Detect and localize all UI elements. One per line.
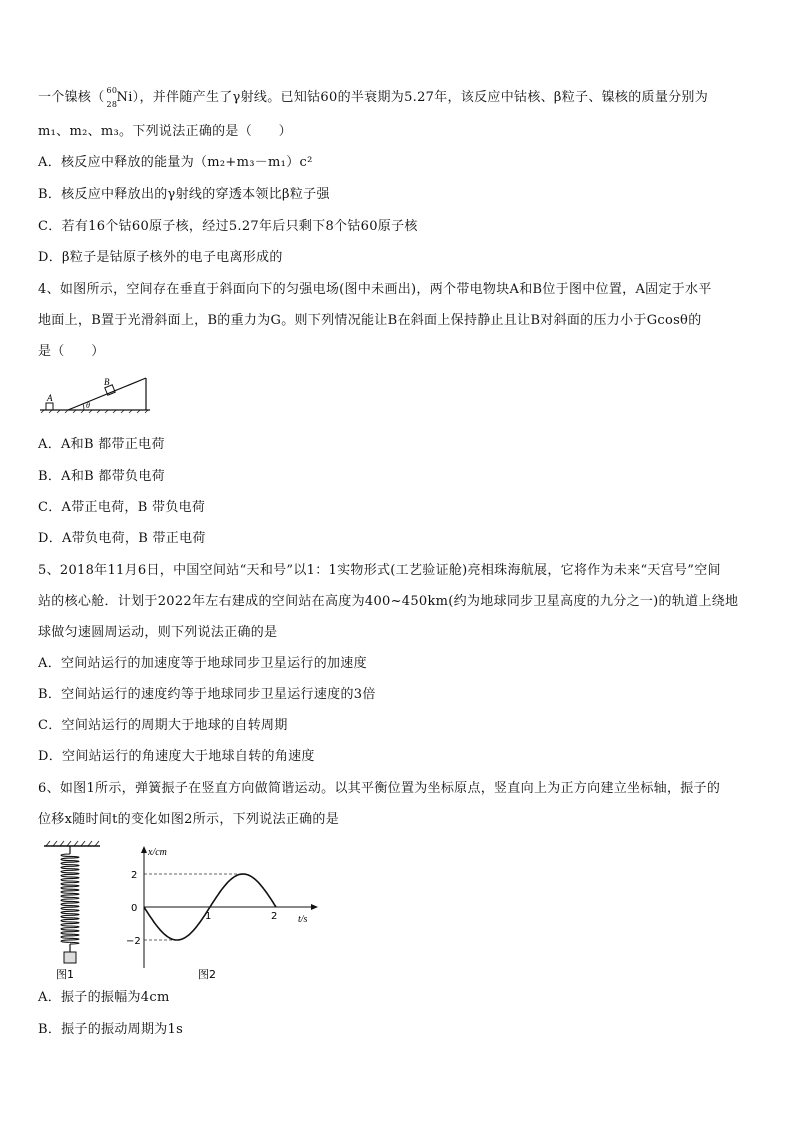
q4-option-c: C．A带正电荷，B 带负电荷: [38, 500, 206, 515]
y-axis-arrow: [141, 846, 147, 853]
angle-arc: [83, 404, 84, 410]
label-a: A: [47, 393, 53, 403]
q5-option-b: B．空间站运行的速度约等于地球同步卫星运行速度的3倍: [38, 687, 376, 702]
x-tick-label-1: 1: [205, 911, 212, 922]
oscillator-mass: [64, 952, 76, 963]
q3-option-c: C．若有16个钴60原子核，经过5.27年后只剩下8个钴60原子核: [38, 219, 418, 234]
q6-option-b: B．振子的振动周期为1s: [38, 1022, 184, 1037]
spring-oscillator-figure: [38, 840, 108, 982]
nuclide-charge-number: 28: [106, 100, 118, 109]
spring-coil: [61, 854, 79, 944]
q5-stem-line-1: 5、2018年11月6日，中国空间站“天和号”以1：1实物形式(工艺验证舱)亮相珠海航展，它将作为未来“天宫号”空间: [38, 563, 721, 578]
nuclide-symbol: [105, 86, 133, 109]
x-axis-label: t/s: [298, 914, 308, 925]
q3-stem-line-2: m₁、m₂、m₃。下列说法正确的是（ ）: [38, 124, 292, 139]
q3-stem-text: 一个镍核（: [38, 90, 105, 105]
label-theta: θ: [86, 401, 90, 410]
label-b: B: [104, 377, 110, 387]
block-a: [46, 403, 53, 410]
incline-figure: [38, 372, 154, 414]
q3-option-d: D．β粒子是钴原子核外的电子电离形成的: [38, 250, 283, 265]
q4-stem-line-2: 地面上，B置于光滑斜面上，B的重力为G。则下列情况能让B在斜面上保持静止且让B对斜面的压力小于Gcosθ的: [38, 313, 702, 328]
q4-option-d: D．A带负电荷，B 带正电荷: [38, 531, 206, 546]
q5-stem-line-2: 站的核心舱．计划于2022年左右建成的空间站在高度为400~450km(约为地球同步卫星高度的九分之一)的轨道上绕地: [38, 594, 739, 609]
y-tick-label-neg2: −2: [126, 936, 141, 947]
q5-option-d: D．空间站运行的角速度大于地球自转的角速度: [38, 749, 315, 764]
q3-stem-line-1: [38, 86, 709, 109]
q5-option-c: C．空间站运行的周期大于地球的自转周期: [38, 718, 288, 733]
q6-stem-line-1: 6、如图1所示，弹簧振子在竖直方向做简谐运动。以其平衡位置为坐标原点，竖直向上为正方向建立坐标轴，振子的: [38, 781, 721, 796]
q4-stem-line-3: 是（ ）: [38, 344, 105, 359]
q6-option-a: A．振子的振幅为4cm: [38, 990, 170, 1005]
fig1-caption: 图1: [56, 968, 74, 981]
q5-stem-line-3: 球做匀速圆周运动，则下列说法正确的是: [38, 625, 278, 640]
q3-option-b: B．核反应中释放出的γ射线的穿透本领比β粒子强: [38, 187, 330, 202]
q4-stem-line-1: 4、如图所示，空间存在垂直于斜面向下的匀强电场(图中未画出)，两个带电物块A和B位于图中位置，A固定于水平: [38, 282, 712, 297]
displacement-time-chart: [126, 840, 326, 982]
y-tick-label-0: 0: [131, 903, 138, 914]
nuclide-element: Ni: [116, 90, 133, 105]
q4-option-a: A．A和B 都带正电荷: [38, 437, 165, 452]
q5-option-a: A．空间站运行的加速度等于地球同步卫星运行的加速度: [38, 656, 367, 671]
q4-option-b: B．A和B 都带负电荷: [38, 469, 165, 484]
fig2-caption: 图2: [198, 968, 216, 981]
y-tick-label-2: 2: [131, 870, 138, 881]
nuclide-mass-number: 60: [106, 86, 118, 95]
y-axis-label: x/cm: [148, 847, 167, 858]
q6-stem-line-2: 位移x随时间t的变化如图2所示，下列说法正确的是: [38, 812, 340, 827]
x-axis-arrow: [311, 904, 318, 910]
q3-stem-text-2: ），并伴随产生了γ射线。已知钴60的半衰期为5.27年，该反应中钴核、β粒子、镍核的质量分别为: [132, 90, 709, 105]
x-tick-label-2: 2: [271, 911, 278, 922]
q3-option-a: A．核反应中释放的能量为（m₂+m₃－m₁）c²: [38, 155, 313, 170]
